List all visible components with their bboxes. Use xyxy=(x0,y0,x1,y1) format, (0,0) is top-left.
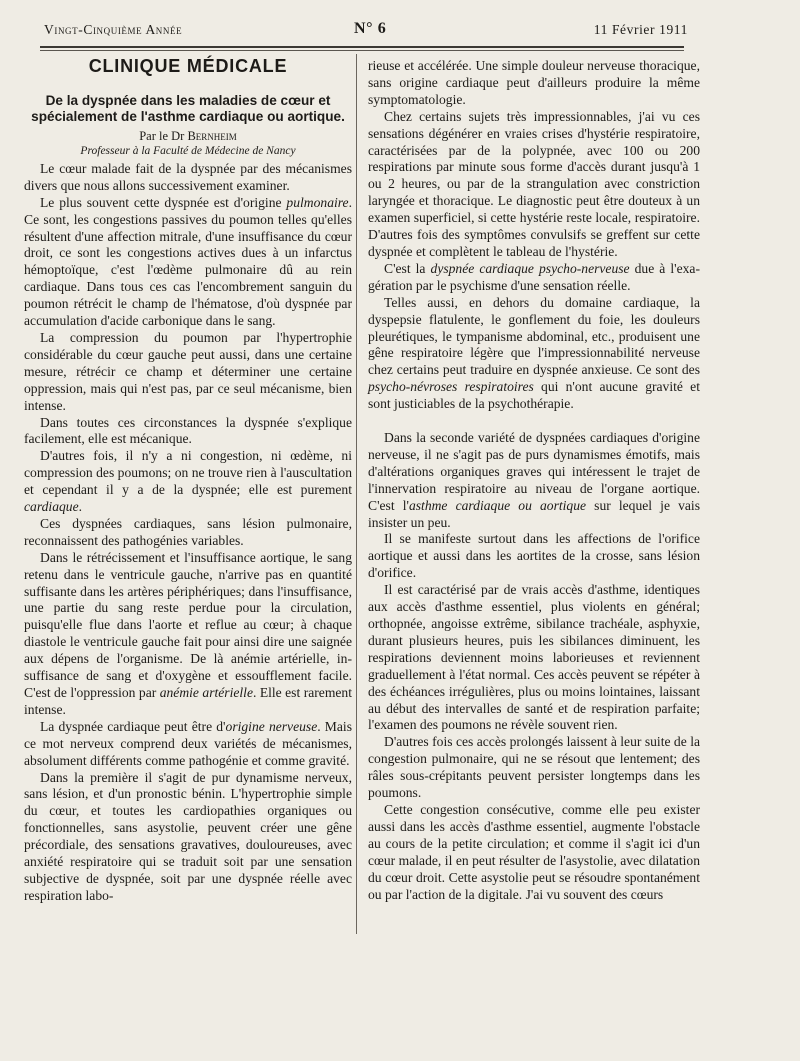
text-run: qui n'ont aucune gravité et sont justiciables de la psychothérapie. xyxy=(368,379,700,412)
right-column-body xyxy=(368,58,700,903)
paragraph xyxy=(368,582,700,734)
author-name: Bernheim xyxy=(187,128,237,143)
text-run: C'est la xyxy=(384,260,431,276)
paragraph xyxy=(24,550,352,719)
text-run: Dans la seconde variété de dyspnées cardiaques d'origine nerveuse, il ne s'agit pas de purs dynamismes émotifs, mais d'altérations organiques graves qui intéressent le trajet de l'innervation respiratoire au niveau de l'organe aortique. C'est l' xyxy=(368,430,700,513)
text-run: Telles aussi, en dehors du domaine cardiaque, la dyspepsie flatulente, le gonflement du foie, les douleurs pleurétiques, le tympanisme abdominal, etc., produisent une gêne respiratoire légère que l'impressionnabilité nerveuse chez certains peut traduire en dyspnée anxieuse. Ce sont des xyxy=(368,294,700,378)
paragraph xyxy=(368,531,700,582)
text-run: Le cœur malade fait de la dyspnée par des mécanismes divers que nous allons successivement examiner. xyxy=(24,160,352,193)
byline xyxy=(24,128,352,144)
paragraph xyxy=(24,195,352,330)
paragraph xyxy=(368,802,700,903)
text-run: . Ce sont, les congestions passives du poumon telles qu'elles résultent d'une affection mitrale, d'une insuffisance du cœur droit, ce sont les congestions actives dues à un infarctus hémoptoïque, c'est l'œdème pulmonaire dû au rein cardiaque. Dans tous ces cas l'encombrement sanguin du poumon rétrécit le champ de l'hématose, d'où dyspnée par accumulation d'acide carbonique dans le sang. xyxy=(24,194,352,329)
issue-number: N° 6 xyxy=(354,20,387,37)
issue-date: 11 Février 1911 xyxy=(593,22,688,37)
text-run: due à l'exagération par le psychisme d'une sensation réelle. xyxy=(368,260,700,293)
paragraph xyxy=(368,734,700,802)
left-column xyxy=(24,58,352,905)
italic-term: pulmonaire xyxy=(286,194,349,210)
paragraph xyxy=(368,261,700,295)
italic-term: cardiaque xyxy=(24,499,79,515)
paragraph xyxy=(24,448,352,516)
author-affiliation: Professeur à la Faculté de Médecine de Nancy xyxy=(80,144,296,157)
page-header xyxy=(44,22,688,42)
italic-term: psycho-névroses respiratoires xyxy=(368,379,534,395)
text-run: La dyspnée cardiaque peut être d' xyxy=(40,718,226,734)
paragraph xyxy=(24,770,352,905)
text-run: sur lequel je vais insister un peu. xyxy=(368,497,700,530)
text-run: Chez certains sujets très impressionnables, j'ai vu ces sensations dégénérer en vraies crises d'hystérie respiratoire, caractérisées par de la polypnée, avec 100 ou 200 respirations par minute sous forme d'accès durant jusqu'à 1 ou 2 heures, ou par de la strangulation avec constriction laryngée et thoracique. Le diagnostic peut être douteux à un examen superficiel, si cette hystérie reste locale, respiratoire. D'autres fois des symptômes convulsifs se greffent sur cette dyspnée et complètent le tableau de l'hystérie. xyxy=(368,108,700,259)
text-run: D'autres fois ces accès prolongés laissent à leur suite de la congestion pulmonaire, qui ne se résout que lentement; des râles sous-crépitants peuvent persister longtemps dans les poumons. xyxy=(368,734,700,801)
paragraph xyxy=(368,58,700,109)
article-title: De la dyspnée dans les maladies de cœur et spécialement de l'asthme cardiaque ou aortique. xyxy=(31,92,345,125)
paragraph xyxy=(24,161,352,195)
text-run: D'autres fois, il n'y a ni congestion, ni œdème, ni compression des poumons; on ne trouve rien à l'auscultation et cependant il y a de la dyspnée; elle est purement xyxy=(24,448,352,498)
paragraph xyxy=(24,330,352,415)
right-column xyxy=(368,58,700,903)
section-title: CLINIQUE MÉDICALE xyxy=(88,56,288,76)
text-run: Cette congestion consécutive, comme elle peu exister aussi dans les accès d'asthme essentiel, augmente l'obstacle au cours de la petite circulation; et comme il s'agit ici d'un cœur malade, il en peut résulter de l'asystolie, avec dilatation du cœur droit. Cette asystolie peut se résoudre spontanément ou par l'action de la digitale. J'ai vu souvent des cœurs xyxy=(368,801,700,902)
paragraph xyxy=(24,719,352,770)
italic-term: origine nerveuse xyxy=(225,718,318,734)
text-run: Il se manifeste surtout dans les affections de l'orifice aortique et aussi dans les aortites de la crosse, sans lésion d'orifice. xyxy=(368,531,700,581)
paragraph xyxy=(368,109,700,261)
paragraph xyxy=(24,415,352,449)
paragraph xyxy=(24,516,352,550)
italic-term: anémie artérielle xyxy=(159,685,253,700)
left-column-body xyxy=(24,161,352,905)
text-run: Dans la première il s'agit de pur dynamisme nerveux, sans lésion, et d'un pronostic bénin. L'hypertrophie simple du cœur, et toutes les cardiopathies organiques ou fonctionnelles, sans asystolie, peuvent créer une gêne précordiale, des sensations gravatives, douloureuses, avec anxiété respiratoire qui se traduit soit par une sensation subjective de dyspnée, soit par une dyspnée réelle avec respiration labo- xyxy=(24,769,352,903)
header-rule xyxy=(40,46,684,48)
text-run: Dans toutes ces circonstances la dyspnée s'explique facilement, elle est mécanique. xyxy=(24,414,352,447)
column-divider xyxy=(356,54,357,934)
text-run: Ces dyspnées cardiaques, sans lésion pulmonaire, reconnaissent des pathogénies variables. xyxy=(24,515,352,548)
text-run: Il est caractérisé par de vrais accès d'asthme, identiques aux accès d'asthme essentiel, plus violents en général; orthopnée, angoisse extrême, sibilance trachéale, asphyxie, durant plusieurs heures, puis les sibilances diminuent, les respirations deviennent moins laborieuses et reviennent graduellement à l'état normal. Ces accès peuvent se répéter à des échéances irrégulières, plus ou moins lointaines, laissant au début des intervalles de santé et de respiration parfaite; l'examen des poumons ne révèle souvent rien. xyxy=(368,582,700,733)
italic-term: asthme cardiaque ou aortique xyxy=(408,497,587,513)
text-run: . xyxy=(78,499,83,515)
text-run: . Elle est rarement intense. xyxy=(24,685,352,717)
text-run: Le plus souvent cette dyspnée est d'origine xyxy=(40,194,287,210)
header-rule-thin xyxy=(40,50,684,51)
italic-term: dyspnée cardiaque psycho-nerveuse xyxy=(430,260,630,276)
byline-prefix: Par le Dr xyxy=(139,128,185,143)
paragraph xyxy=(368,295,700,413)
paragraph xyxy=(368,430,700,531)
text-run: Dans le rétrécissement et l'insuffisance aortique, le sang retenu dans le ventricule gauche, n'arrive pas en quantité suffisante dans les artères périphériques; dans l'insuffisance, une partie du sang reste perdue pour la circulation, puisqu'elle flue dans l'aorte et reflue au cœur; à chaque diastole le ventricule gauche fait pour ainsi dire une saignée aux dépens de l'organisme. De là anémie artérielle, insuffisance de sang et d'oxygène et essoufflement facile. C'est de l'oppression par xyxy=(24,549,352,700)
text-run: rieuse et accélérée. Une simple douleur nerveuse thoracique, sans origine cardiaque peut d'ailleurs produire la même symptomatologie. xyxy=(368,58,700,107)
volume-label: Vingt-Cinquième Année xyxy=(44,22,183,37)
text-run: La compression du poumon par l'hypertrophie considérable du cœur gauche peut aussi, dans une certaine mesure, rétrécir ce champ et déterminer une certaine oppression, mais qui n'est pas, par ce seul mécanisme, bien intense. xyxy=(24,329,352,413)
text-run: . Mais ce mot nerveux comprend deux variétés de mécanismes, absolument différents comme pathogénie et comme gravité. xyxy=(24,718,352,768)
